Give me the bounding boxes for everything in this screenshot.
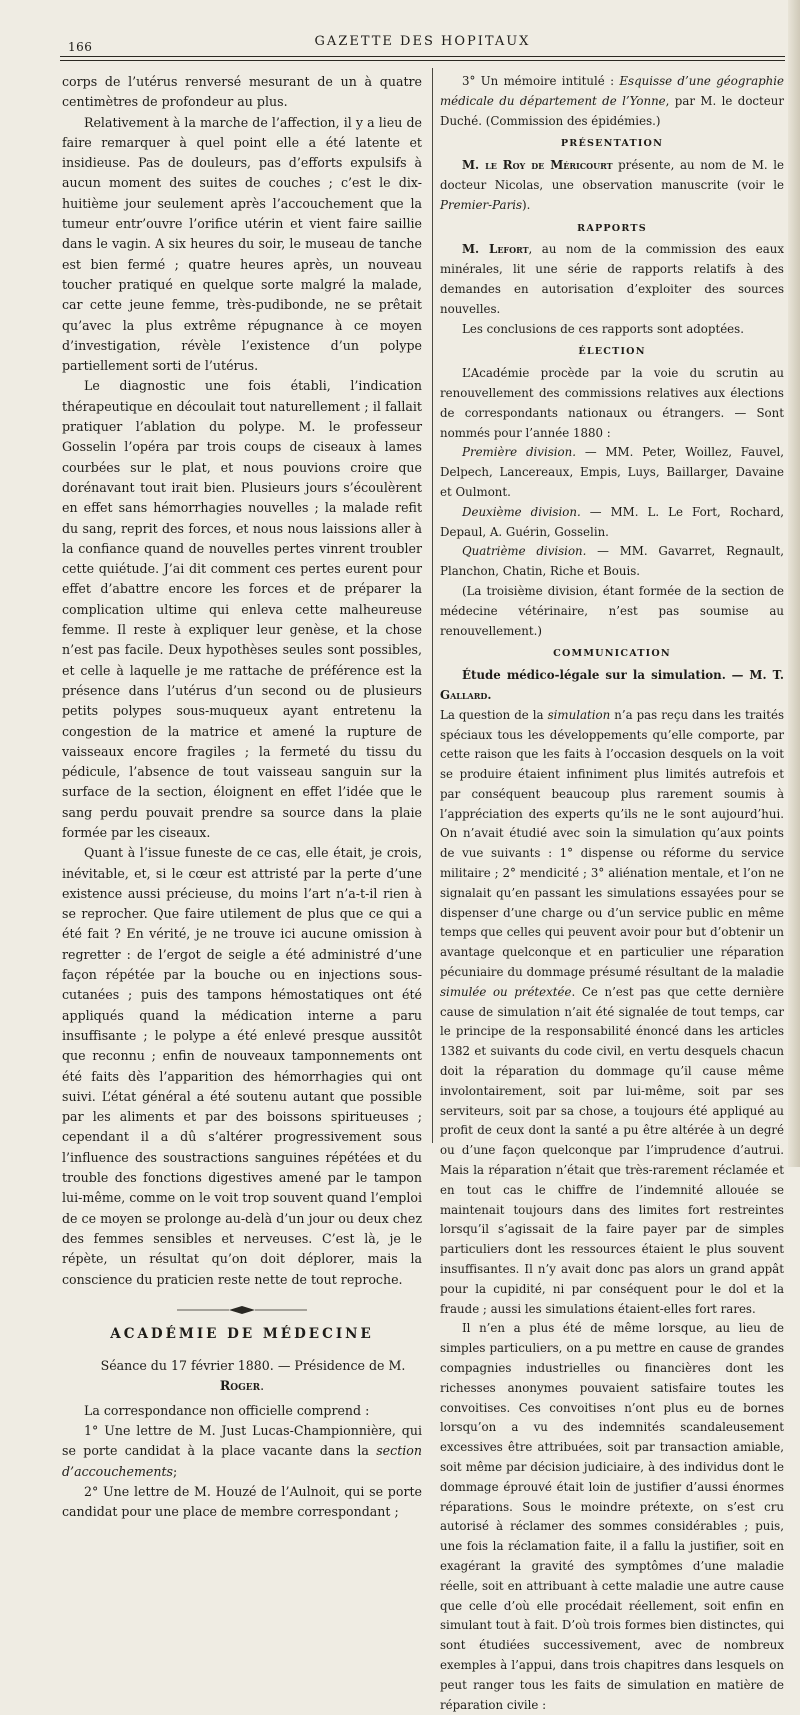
- election-paragraph: L’Académie procède par la voie du scrutin au renouvellement des commissions relatives aux élections de correspondants nationaux ou étrangers. — Sont nommés pour l’année 1880 :: [440, 366, 784, 440]
- speaker-name: M. Lefort: [462, 242, 529, 257]
- journal-title: GAZETTE DES HOPITAUX: [314, 34, 531, 49]
- correspondence-intro: La correspondance non officielle comprend :: [84, 1402, 370, 1418]
- communication-paragraph: [440, 706, 784, 1320]
- item-italic: section d’accouchements: [62, 1443, 422, 1479]
- para-text: . Ce n’est pas que cette dernière cause de simulation n’ait été signalée de tout temps, car le principe de la responsabilité énoncé dans les articles 1382 et suivants du code civil, en vertu desquels chacun doit la réparation du dommage qu’il cause même involontairement, soit par lui-même, soit par ses serviteurs, soit par sa chose, a toujours été appliqué au profit de ceux dont la santé a pu être altérée à un degré ou d’une façon quelconque par l’imprudence d’autrui. Mais la réparation n’était que très-rarement réclamée et en tout cas le chiffre de l’indemnité allouée se maintenait toujours dans des limites fort restreintes lorsqu’il s’agissait de la faire payer par de simples particuliers dont les ressources étaient le plus souvent insuffisantes. Il n’y avait donc pas alors un grand appât pour la cupidité, ni par conséquent pour le dol et la fraude ; aussi les simulations étaient-elles fort rares.: [440, 984, 784, 1316]
- paragraph: Relativement à la marche de l’affection, il y a lieu de faire remarquer à quel point elle a été latente et insidieuse. Pas de douleurs, pas d’efforts expulsifs à aucun moment des suites de couches ; c’est le dix-huitième jour seulement après l’accouchement que la tumeur entr’ouvre l’orifice utérin et vient faire saillie dans le vagin. A six heures du soir, le museau de tanche est bien fermé ; quatre heures après, un nouveau toucher pratiqué en quelque sorte malgré la malade, car cette jeune femme, très-pudibonde, ne se prêtait qu’avec la plus extrême répugnance à ce moyen d’investigation, révèle l’existence d’un polype partiellement sorti de l’utérus.: [62, 114, 422, 374]
- para-punct: ).: [522, 197, 531, 212]
- item-text: 3° Un mémoire intitulé :: [462, 74, 615, 88]
- item-italic: Esquisse d’une géographie médicale du département de l’Yonne: [440, 74, 785, 108]
- division-label: Deuxième division.: [462, 504, 581, 519]
- article-author: — M. T. Gallard.: [440, 668, 784, 702]
- president-name: Roger: [219, 1378, 261, 1394]
- para-italic: simulée ou prétextée: [440, 984, 572, 999]
- para-italic: Premier-Paris: [440, 197, 523, 212]
- para-text: , au nom de la commission des eaux minérales, lit une série de rapports relatifs à des demandes en autorisation d’exploiter des sources nouvelles.: [440, 242, 784, 316]
- division-note: (La troisième division, étant formée de la section de médecine vétérinaire, n’est pas soumise au renouvellement.): [440, 583, 784, 638]
- division-names: — MM. Peter, Woillez, Fauvel, Delpech, Lancereaux, Empis, Luys, Baillarger, Davaine et Oulmont.: [440, 445, 784, 499]
- item-punct: ;: [173, 1463, 178, 1479]
- communication-title: [440, 666, 784, 706]
- speaker-name: M. le Roy de Méricourt: [462, 158, 613, 173]
- division-names: — MM. L. Le Fort, Rochard, Depaul, A. Guérin, Gosselin.: [440, 504, 785, 539]
- division-label: Quatrième division.: [462, 544, 587, 559]
- page-edge-shadow: [788, 0, 800, 1167]
- page-header: [60, 28, 785, 54]
- para-italic: simulation: [547, 707, 611, 722]
- paragraph: Le diagnostic une fois établi, l’indication thérapeutique en découlait tout naturellement ; il fallait pratiquer l’ablation du polype. M. le professeur Gosselin l’opéra par trois coups de ciseaux à lames courbées sur le plat, et nous pouvions croire que dorénavant tout irait bien. Plusieurs jours s’écoulèrent en effet sans hémorrhagies nouvelles ; la malade refit du sang, reprit des forces, et nous nous laissions aller à la confiance quand de nouvelles pertes vinrent troubler cette quiétude. J’ai dit comment ces pertes eurent pour effet d’abattre encore les forces et de préparer la complication ultime qui enleva cette malheureuse femme. Il reste à expliquer leur genèse, et la chose n’est pas facile. Deux hypothèses seules sont possibles, et celle à laquelle je me rattache de préférence est la présence dans l’utérus d’un second ou de plusieurs petits polypes sous-muqueux ayant entretenu la congestion de la matrice et amené la rupture de vaisseaux encore fragiles ; la fermeté du tissu du pédicule, l’absence de tout vaisseau sanguin sur la surface de la section, éloignent en effet l’idée que le sang perdu pouvait prendre sa source dans la plaie formée par les ciseaux.: [62, 378, 422, 840]
- division-names: — MM. Gavarret, Regnault, Planchon, Chatin, Riche et Bouis.: [440, 544, 784, 579]
- communication-paragraph: Il n’en a plus été de même lorsque, au lieu de simples particuliers, on a pu mettre en cause de grandes compagnies industrielles ou financières dont les richesses anonymes pouvaient satisfaire toutes les convoitises. Ces convoitises n’ont plus eu de bornes lorsqu’on a vu des indemnités scandaleusement excessives être attribuées, soit par transaction amiable, soit même par décision judiciaire, à des individus dont le dommage éprouvé était loin de justifier d’aussi énormes réparations. Sous le moindre prétexte, on s’est cru autorisé à réclamer des sommes considérables ; puis, une fois la réclamation faite, il a fallu la justifier, soit en exagérant la gravité des symptômes d’une maladie réelle, soit en attribuant à cette maladie une autre cause que celle d’où elle procédait réellement, soit enfin en simulant tout à fait. D’où trois formes bien distinctes, qui sont étudiées successivement, avec de nombreux exemples à l’appui, dans trois chapitres dans lesquels on peut ranger tous les faits de simulation en matière de réparation civile :: [440, 1321, 784, 1712]
- correspondence-item: [62, 1421, 422, 1482]
- subheading-election: ÉLECTION: [578, 346, 646, 358]
- page-number: 166: [68, 40, 93, 54]
- subheading-communication: COMMUNICATION: [553, 648, 671, 660]
- section-title: ACADÉMIE DE MÉDECINE: [110, 1325, 374, 1342]
- division-list: [440, 542, 784, 582]
- rapports-conclusion: Les conclusions de ces rapports sont adoptées.: [462, 321, 744, 336]
- correspondence-item: 2° Une lettre de M. Houzé de l’Aulnoit, qui se porte candidat pour une place de membre correspondant ;: [62, 1483, 422, 1520]
- division-list: [440, 503, 784, 543]
- division-label: Première division.: [462, 445, 576, 460]
- item-text: 1° Une lettre de M. Just Lucas-Championnière, qui se porte candidat à la place vacante dans la: [62, 1423, 422, 1459]
- para-text: n’a pas reçu dans les traités spéciaux tous les développements qu’elle comporte, par cette raison que les faits à l’occasion desquels on la voit se produire étaient infiniment plus limités autrefois et par conséquent beaucoup plus rarement soumis à l’appréciation des experts qu’ils ne le sont aujourd’hui. On n’avait étudié avec soin la simulation qu’aux points de vue suivants : 1° dispense ou réforme du service militaire ; 2° mendicité ; 3° aliénation mentale, et l’on ne signalait qu’en passant les simulations essayées pour se dispenser d’une charge ou d’un service public en même temps que celles qui peuvent avoir pour but d’obtenir un avantage quelconque et en particulier une réparation pécuniaire du dommage présumé résultant de la maladie: [440, 707, 785, 980]
- article-title: Étude médico-légale sur la simulation.: [462, 668, 726, 683]
- item-text: , par M. le docteur Duché. (Commission des épidémies.): [440, 93, 784, 128]
- left-column: [62, 72, 422, 1522]
- section-ornament: [62, 1302, 422, 1316]
- column-divider: [432, 68, 433, 1143]
- ornament-rule-icon: [167, 1304, 317, 1316]
- rapports-paragraph: [440, 240, 784, 319]
- seance-text: Séance du 17 février 1880. — Présidence de M.: [100, 1358, 406, 1374]
- right-column: [440, 72, 784, 1715]
- division-list: [440, 443, 784, 502]
- paragraph: corps de l’utérus renversé mesurant de un à quatre centimètres de profondeur au plus.: [62, 74, 422, 110]
- subheading-presentation: PRÉSENTATION: [560, 138, 664, 150]
- presentation-paragraph: [440, 156, 784, 215]
- para-text: présente, au nom de M. le docteur Nicolas, une observation manuscrite (voir le: [440, 158, 784, 192]
- correspondence-item: [440, 72, 784, 131]
- header-rule-thin: [60, 60, 785, 61]
- seance-line: Séance du 17 février 1880. — Présidence de M. Roger.: [100, 1358, 406, 1394]
- para-text: La question de la: [440, 707, 544, 722]
- header-rule-thick: [60, 56, 785, 57]
- paragraph: Quant à l’issue funeste de ce cas, elle était, je crois, inévitable, et, si le cœur est attristé par la perte d’une existence aussi précieuse, du moins l’art n’a-t-il rien à se reprocher. Que faire utilement de plus que ce qui a été fait ? En vérité, je ne trouve ici aucune omission à regretter : de l’ergot de seigle a été administré d’une façon répétée par la bouche ou en injections sous-cutanées ; puis des tampons hémostatiques ont été appliqués quand la médication interne a paru insuffisante ; le polype a été enlevé presque aussitôt que reconnu ; enfin de nouveaux tamponnements ont été faits dès l’apparition des hémorrhagies qui ont suivi. L’état général a été soutenu autant que possible par les aliments et par des boissons spiritueuses ; cependant il a dû s’altérer progressivement sous l’influence des soustractions sanguines répétées et du trouble des fonctions digestives amené par le tampon lui-même, comme on le voit trop souvent quand l’emploi de ce moyen se prolonge au-delà d’un jour ou deux chez des femmes sensibles et nerveuses. C’est là, je le répète, un résultat qu’on doit déplorer, mais la conscience du praticien reste nette de tout reproche.: [62, 845, 422, 1287]
- subheading-rapports: RAPPORTS: [577, 222, 647, 234]
